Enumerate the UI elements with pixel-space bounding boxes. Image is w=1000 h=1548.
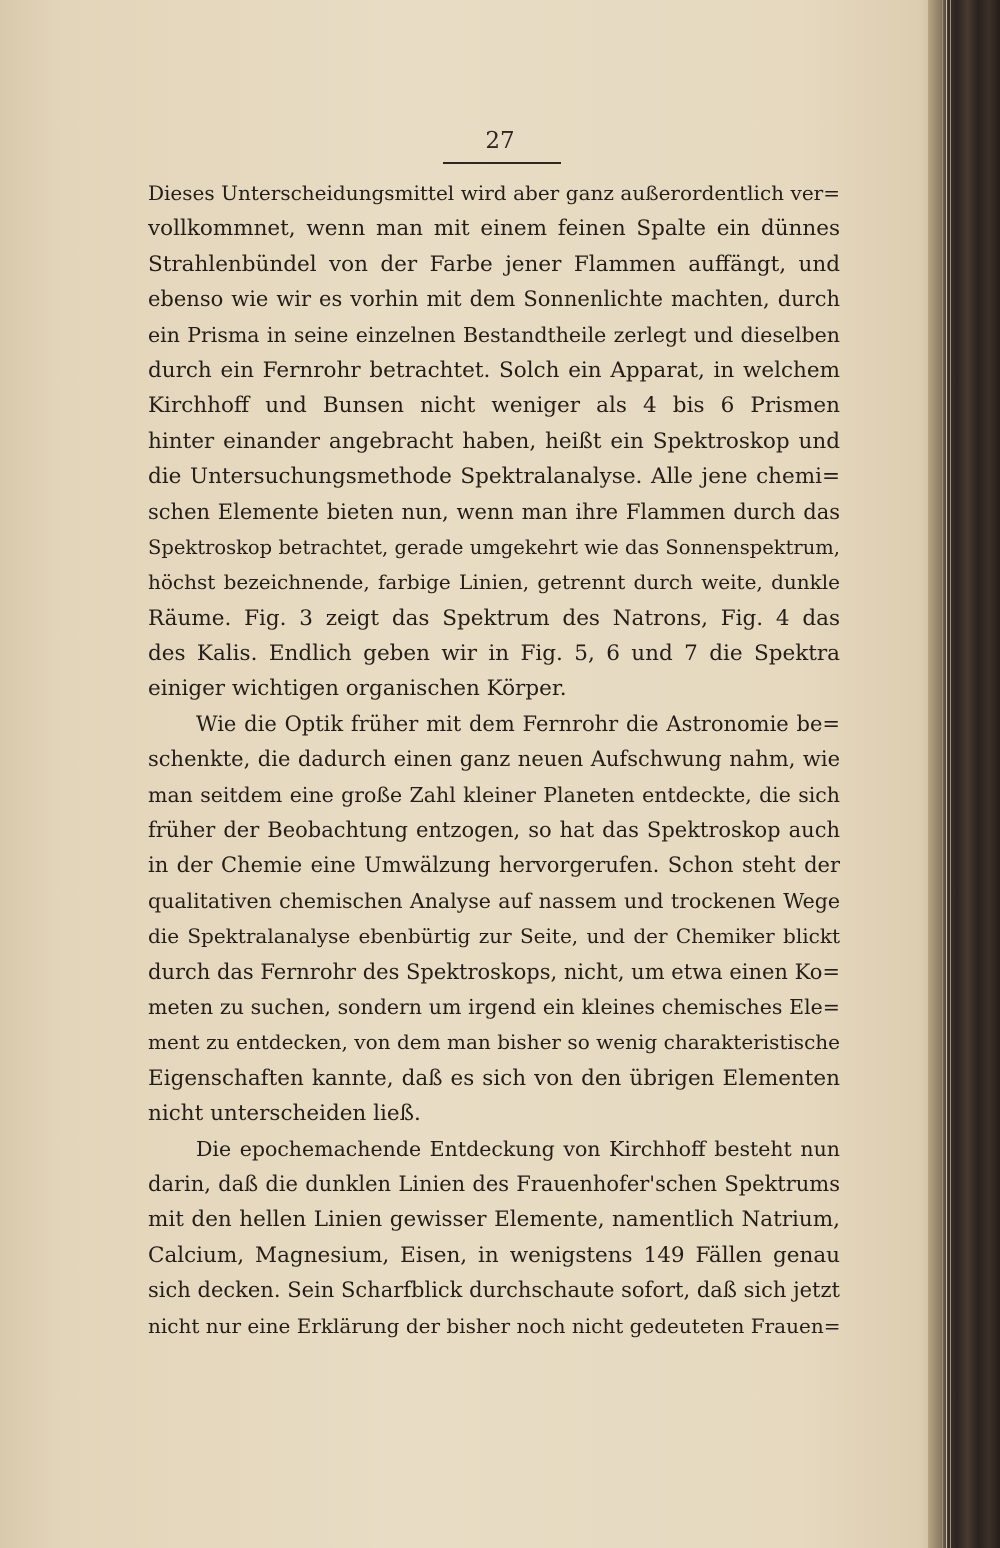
text-line: ebenso wie wir es vorhin mit dem Sonnenlichte machten, durch bbox=[148, 287, 840, 312]
text-line: die Spektralanalyse ebenbürtig zur Seite, und der Chemiker blickt bbox=[148, 924, 840, 949]
text-line: ment zu entdecken, von dem man bisher so wenig charakteristische bbox=[148, 1030, 840, 1055]
text-line: vollkommnet, wenn man mit einem feinen Spalte ein dünnes bbox=[148, 216, 840, 242]
text-line: einiger wichtigen organischen Körper. bbox=[148, 676, 567, 702]
text-line: man seitdem eine große Zahl kleiner Planeten entdeckte, die sich bbox=[148, 782, 840, 807]
text-line: in der Chemie eine Umwälzung hervorgerufen. Schon steht der bbox=[148, 853, 840, 878]
page-edge-line bbox=[942, 0, 943, 1548]
text-line: nicht unterscheiden ließ. bbox=[148, 1101, 421, 1127]
text-line: darin, daß die dunklen Linien des Frauenhofer'schen Spektrums bbox=[148, 1171, 840, 1196]
book-spine-edge bbox=[928, 0, 1000, 1548]
text-line: höchst bezeichnende, farbige Linien, getrennt durch weite, dunkle bbox=[148, 570, 840, 595]
body-text bbox=[148, 176, 840, 1344]
page-edge-line bbox=[950, 0, 951, 1548]
paragraph-1 bbox=[148, 176, 840, 707]
text-line: des Kalis. Endlich geben wir in Fig. 5, 6 und 7 die Spektra bbox=[148, 641, 840, 667]
paragraph-3 bbox=[148, 1132, 840, 1344]
page-number: 27 bbox=[485, 128, 515, 154]
text-line: Die epochemachende Entdeckung von Kirchhoff besteht nun bbox=[196, 1136, 840, 1161]
header-rule bbox=[443, 162, 561, 164]
text-line: Kirchhoff und Bunsen nicht weniger als 4 bis 6 Prismen bbox=[148, 393, 840, 419]
text-line: Wie die Optik früher mit dem Fernrohr die Astronomie be= bbox=[196, 711, 840, 736]
paragraph-2 bbox=[148, 707, 840, 1132]
text-line: schenkte, die dadurch einen ganz neuen Aufschwung nahm, wie bbox=[148, 747, 840, 772]
text-line: Eigenschaften kannte, daß es sich von den übrigen Elementen bbox=[148, 1065, 840, 1091]
text-line: durch das Fernrohr des Spektroskops, nicht, um etwa einen Ko= bbox=[148, 959, 840, 984]
text-line: durch ein Fernrohr betrachtet. Solch ein Apparat, in welchem bbox=[148, 357, 840, 383]
text-line: Strahlenbündel von der Farbe jener Flammen auffängt, und bbox=[148, 251, 840, 277]
text-line: nicht nur eine Erklärung der bisher noch nicht gedeuteten Frauen= bbox=[148, 1313, 840, 1338]
text-line: ein Prisma in seine einzelnen Bestandtheile zerlegt und dieselben bbox=[148, 322, 840, 347]
page-edge-line bbox=[946, 0, 947, 1548]
text-line: meten zu suchen, sondern um irgend ein kleines chemisches Ele= bbox=[148, 994, 840, 1019]
text-line: qualitativen chemischen Analyse auf nassem und trockenen Wege bbox=[148, 888, 840, 913]
text-line: hinter einander angebracht haben, heißt ein Spektroskop und bbox=[148, 428, 840, 454]
text-line: die Untersuchungsmethode Spektralanalyse. Alle jene chemi= bbox=[148, 464, 840, 490]
text-line: Räume. Fig. 3 zeigt das Spektrum des Natrons, Fig. 4 das bbox=[148, 605, 840, 631]
text-line: mit den hellen Linien gewisser Elemente, namentlich Natrium, bbox=[148, 1207, 840, 1233]
text-line: Spektroskop betrachtet, gerade umgekehrt wie das Sonnenspektrum, bbox=[148, 535, 840, 559]
text-line: schen Elemente bieten nun, wenn man ihre Flammen durch das bbox=[148, 499, 840, 524]
text-line: Dieses Unterscheidungsmittel wird aber ganz außerordentlich ver= bbox=[148, 181, 840, 205]
text-line: sich decken. Sein Scharfblick durchschaute sofort, daß sich jetzt bbox=[148, 1278, 840, 1303]
text-line: Calcium, Magnesium, Eisen, in wenigstens 149 Fällen genau bbox=[148, 1242, 840, 1268]
text-line: früher der Beobachtung entzogen, so hat das Spektroskop auch bbox=[148, 818, 840, 843]
